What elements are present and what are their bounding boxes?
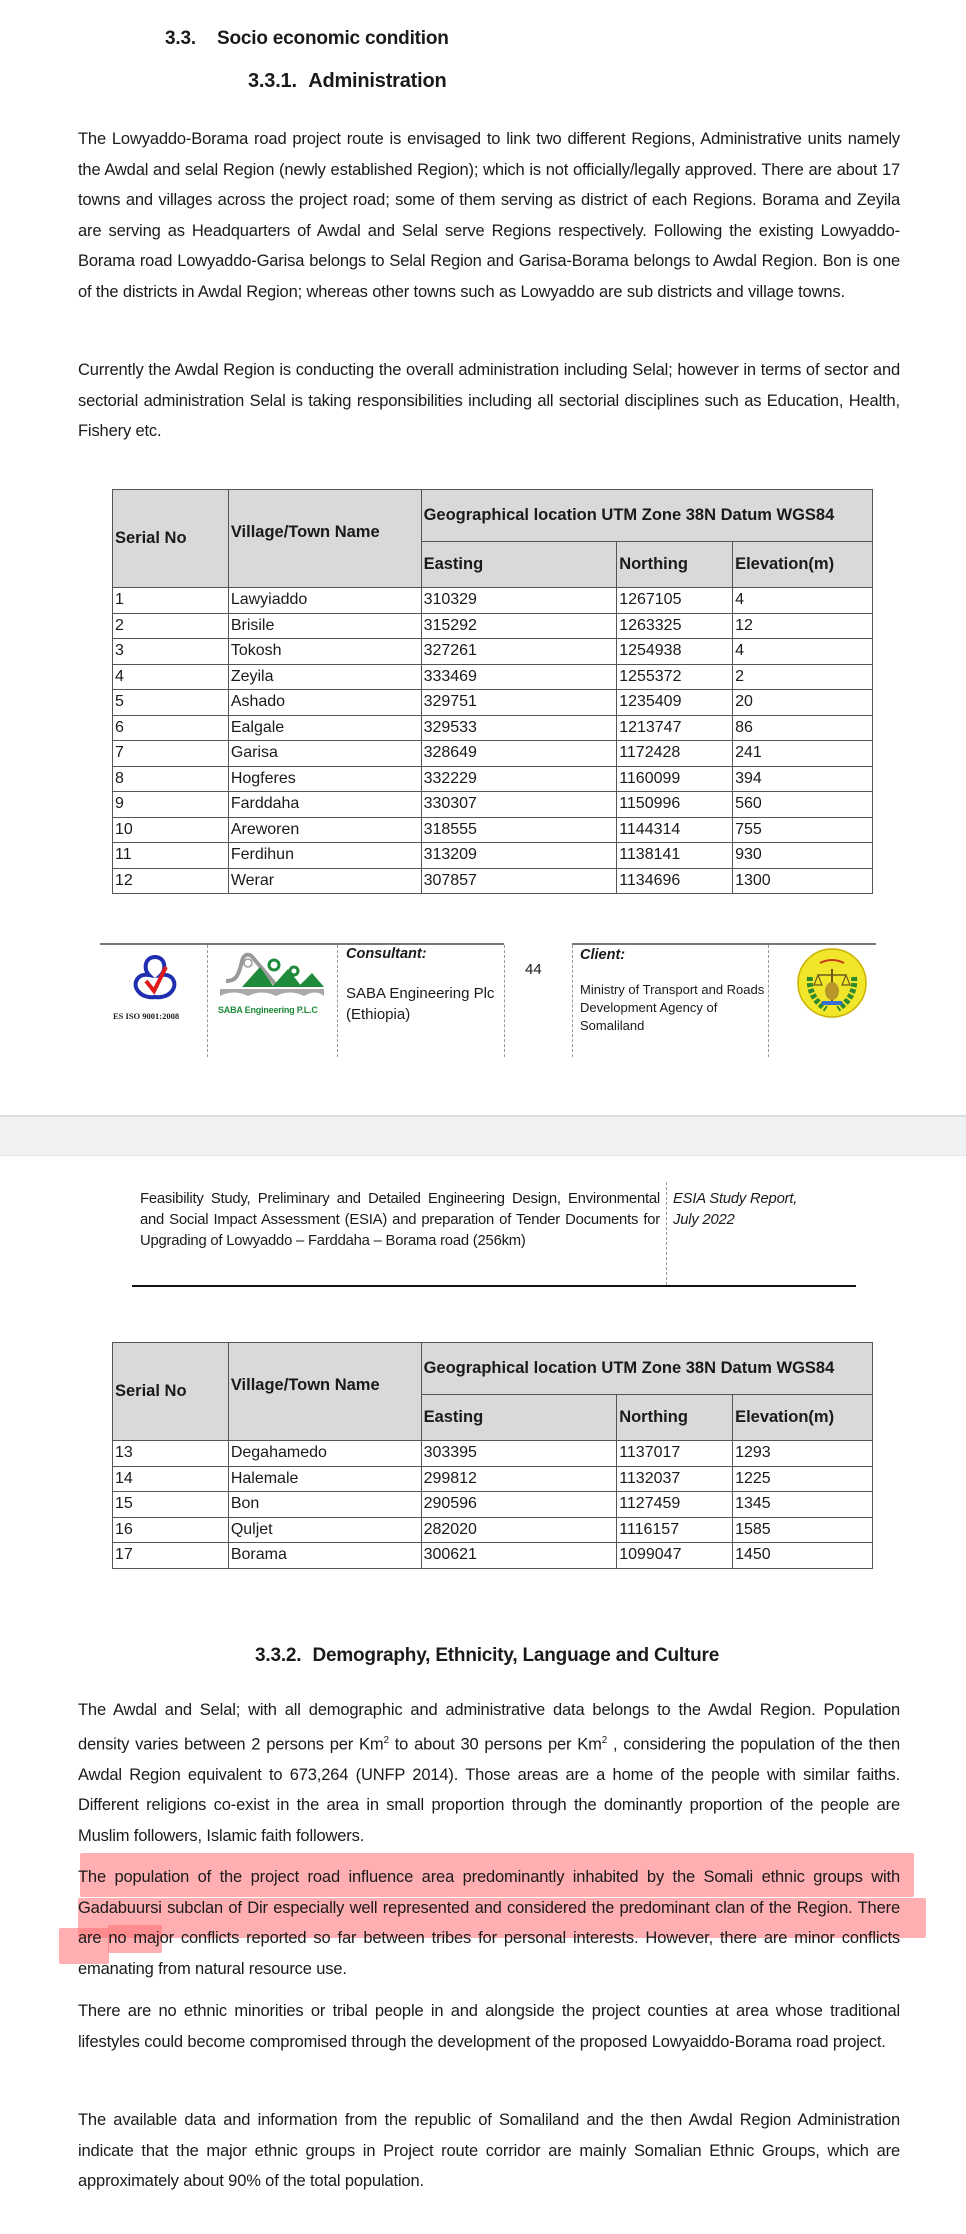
cell-village: Ealgale (228, 715, 421, 741)
cell-northing: 1144314 (617, 817, 733, 843)
page-break (0, 1115, 966, 1156)
cell-northing: 1132037 (617, 1466, 733, 1492)
table-row (113, 715, 873, 741)
cell-village: Zeyila (228, 664, 421, 690)
cell-village: Halemale (228, 1466, 421, 1492)
header-serial-no: Serial No (113, 490, 229, 588)
cell-easting: 333469 (421, 664, 617, 690)
cell-elevation: 1585 (733, 1517, 873, 1543)
cell-elevation: 20 (733, 690, 873, 716)
cell-northing: 1235409 (617, 690, 733, 716)
client-name: Ministry of Transport and Roads Development Agency of Somaliland (580, 982, 765, 1033)
subsection-title: Administration (308, 70, 447, 92)
administration-paragraph-2: Currently the Awdal Region is conducting the overall administration including Selal; however in terms of sector and sectorial administration Selal is taking responsibilities including all sectorial disciplines such as Education, Health, Fishery etc. (78, 361, 900, 440)
cell-village: Farddaha (228, 792, 421, 818)
administration-paragraph-1: The Lowyaddo-Borama road project route is envisaged to link two different Regions, Administrative units namely the Awdal and selal Region (newly established Region); which is not officially/legally approved. There are about 17 towns and villages across the project road; some of them serving as district of each Regions. Borama and Zeyila are serving as Headquarters of Awdal and Selal serve Regions respectively. Following the existing Lowyaddo-Borama road Lowyaddo-Garisa belongs to Selal Region and Garisa-Borama belongs to Awdal Region. Bon is one of the districts in Awdal Region; whereas other towns such as Lowyaddo are sub districts and village towns. (78, 130, 900, 301)
cell-northing: 1134696 (617, 868, 733, 894)
header-village-name: Village/Town Name (228, 490, 421, 588)
table-row (113, 1492, 873, 1518)
text: The Awdal and Selal; with all demographic and administrative data belongs to the Awdal Region. Population density varies between 2 persons per Km (78, 1701, 900, 1753)
header-serial-no: Serial No (113, 1343, 229, 1441)
table-row (113, 792, 873, 818)
table-row (113, 766, 873, 792)
cell-elevation: 86 (733, 715, 873, 741)
header-village-name: Village/Town Name (228, 1343, 421, 1441)
cell-easting: 307857 (421, 868, 617, 894)
cell-northing: 1172428 (617, 741, 733, 767)
cell-village: Lawyiaddo (228, 588, 421, 614)
report-date: July 2022 (673, 1212, 735, 1228)
cell-village: Tokosh (228, 639, 421, 665)
subsection-number: 3.3.1. (248, 70, 297, 92)
cell-serial: 12 (113, 868, 229, 894)
cell-northing: 1138141 (617, 843, 733, 869)
cell-village: Degahamedo (228, 1441, 421, 1467)
cell-easting: 332229 (421, 766, 617, 792)
header-geo-location: Geographical location UTM Zone 38N Datum WGS84 (421, 490, 872, 542)
cell-village: Ashado (228, 690, 421, 716)
cell-elevation: 1293 (733, 1441, 873, 1467)
cell-northing: 1099047 (617, 1543, 733, 1569)
village-location-table-1 (112, 489, 873, 894)
cell-elevation: 930 (733, 843, 873, 869)
village-location-table-2 (112, 1342, 873, 1569)
cell-serial: 11 (113, 843, 229, 869)
table-row (113, 588, 873, 614)
cell-elevation: 394 (733, 766, 873, 792)
table-row (113, 868, 873, 894)
cell-easting: 330307 (421, 792, 617, 818)
table-row (113, 1466, 873, 1492)
cell-village: Ferdihun (228, 843, 421, 869)
table-row (113, 690, 873, 716)
cell-village: Borama (228, 1543, 421, 1569)
header-elevation: Elevation(m) (733, 1395, 873, 1441)
running-header-report (673, 1189, 797, 1231)
cell-northing: 1263325 (617, 613, 733, 639)
cell-elevation: 4 (733, 588, 873, 614)
cell-elevation: 12 (733, 613, 873, 639)
cell-easting: 290596 (421, 1492, 617, 1518)
table-row (113, 639, 873, 665)
cell-elevation: 4 (733, 639, 873, 665)
header-rule (132, 1285, 856, 1287)
cell-northing: 1116157 (617, 1517, 733, 1543)
cell-easting: 310329 (421, 588, 617, 614)
superscript: 2 (383, 1734, 389, 1746)
cell-northing: 1213747 (617, 715, 733, 741)
cell-easting: 282020 (421, 1517, 617, 1543)
somaliland-seal-icon (796, 947, 868, 1019)
consultant-name: SABA Engineering Plc (Ethiopia) (346, 985, 495, 1023)
cell-serial: 6 (113, 715, 229, 741)
cell-elevation: 2 (733, 664, 873, 690)
cell-easting: 329533 (421, 715, 617, 741)
cell-northing: 1254938 (617, 639, 733, 665)
cell-easting: 328649 (421, 741, 617, 767)
subsection-heading-demography (255, 1645, 719, 1667)
cell-northing: 1137017 (617, 1441, 733, 1467)
cell-easting: 327261 (421, 639, 617, 665)
report-name: ESIA Study Report, (673, 1191, 798, 1207)
table-row (113, 1441, 873, 1467)
cell-serial: 16 (113, 1517, 229, 1543)
header-northing: Northing (617, 542, 733, 588)
cell-village: Quljet (228, 1517, 421, 1543)
cell-easting: 318555 (421, 817, 617, 843)
table-row (113, 1543, 873, 1569)
cell-village: Brisile (228, 613, 421, 639)
table-row (113, 664, 873, 690)
cell-northing: 1150996 (617, 792, 733, 818)
superscript: 2 (601, 1734, 608, 1746)
cell-northing: 1267105 (617, 588, 733, 614)
cell-elevation: 755 (733, 817, 873, 843)
cell-serial: 3 (113, 639, 229, 665)
header-geo-location: Geographical location UTM Zone 38N Datum WGS84 (421, 1343, 872, 1395)
cell-northing: 1255372 (617, 664, 733, 690)
cell-easting: 315292 (421, 613, 617, 639)
text: , considering the population of the then Awdal Region equivalent to 673,264 (UNFP 2014). Those areas are a home of the people with similar faiths. Different religions co-exist in the area in small proportion through the dominantly proportion of the people are Muslim followers, Islamic faith followers. (78, 1735, 900, 1845)
header-northing: Northing (617, 1395, 733, 1441)
section-heading (165, 28, 449, 50)
demography-paragraph-1 (78, 1695, 900, 1851)
cell-serial: 10 (113, 817, 229, 843)
iso-label: ES ISO 9001:2008 (113, 1011, 180, 1021)
cell-village: Garisa (228, 741, 421, 767)
consultant-label: Consultant: (346, 946, 427, 962)
cell-easting: 313209 (421, 843, 617, 869)
cell-easting: 303395 (421, 1441, 617, 1467)
demography-paragraph-2: The population of the project road influence area predominantly inhabited by the Somali ethnic groups with Gadabuursi subclan of Dir especially well represented and considered the predominant clan of the Region. There are no major conflicts reported so far between tribes for personal interests. However, there are minor conflicts emanating from natural resource use. (78, 1868, 900, 1978)
cell-serial: 13 (113, 1441, 229, 1467)
subsection-title: Demography, Ethnicity, Language and Culture (312, 1645, 720, 1666)
table-row (113, 843, 873, 869)
cell-serial: 9 (113, 792, 229, 818)
cell-village: Werar (228, 868, 421, 894)
table-row (113, 817, 873, 843)
saba-logo-label: SABA Engineering P.L.C (218, 1005, 318, 1015)
cell-elevation: 1450 (733, 1543, 873, 1569)
demography-paragraph-3: There are no ethnic minorities or tribal people in and alongside the project counties at area whose traditional lifestyles could become compromised through the development of the proposed Lowyaiddo-Borama road project. (78, 2002, 900, 2051)
client-label: Client: (580, 947, 626, 963)
cell-serial: 7 (113, 741, 229, 767)
header-easting: Easting (421, 542, 617, 588)
cell-northing: 1160099 (617, 766, 733, 792)
cell-serial: 2 (113, 613, 229, 639)
cell-elevation: 1225 (733, 1466, 873, 1492)
iso-certification-icon (130, 953, 180, 1003)
header-elevation: Elevation(m) (733, 542, 873, 588)
cell-elevation: 241 (733, 741, 873, 767)
saba-logo-icon (216, 951, 328, 1001)
table-row (113, 613, 873, 639)
table-row (113, 1517, 873, 1543)
cell-serial: 8 (113, 766, 229, 792)
section-title: Socio economic condition (217, 28, 449, 49)
cell-village: Hogferes (228, 766, 421, 792)
cell-elevation: 1345 (733, 1492, 873, 1518)
cell-serial: 14 (113, 1466, 229, 1492)
cell-easting: 329751 (421, 690, 617, 716)
page-footer (100, 943, 876, 1057)
cell-village: Bon (228, 1492, 421, 1518)
running-header-project-title: Feasibility Study, Preliminary and Detailed Engineering Design, Environmental and Social Impact Assessment (ESIA) and preparation of Tender Documents for Upgrading of Lowyaddo – Farddaha – Borama road (256km) (140, 1191, 660, 1249)
page-number: 44 (525, 961, 542, 978)
table-row (113, 741, 873, 767)
cell-serial: 15 (113, 1492, 229, 1518)
header-divider (666, 1182, 667, 1285)
cell-serial: 4 (113, 664, 229, 690)
text: to about 30 persons per Km (388, 1735, 602, 1753)
cell-serial: 5 (113, 690, 229, 716)
subsection-number: 3.3.2. (255, 1645, 302, 1666)
cell-northing: 1127459 (617, 1492, 733, 1518)
cell-elevation: 1300 (733, 868, 873, 894)
header-easting: Easting (421, 1395, 617, 1441)
cell-serial: 1 (113, 588, 229, 614)
cell-easting: 299812 (421, 1466, 617, 1492)
subsection-heading-administration (248, 70, 447, 93)
cell-easting: 300621 (421, 1543, 617, 1569)
demography-paragraph-4: The available data and information from the republic of Somaliland and the then Awdal Region Administration indicate that the major ethnic groups in Project route corridor are mainly Somalian Ethnic Groups, which are approximately about 90% of the total population. (78, 2111, 900, 2190)
cell-serial: 17 (113, 1543, 229, 1569)
cell-village: Areworen (228, 817, 421, 843)
cell-elevation: 560 (733, 792, 873, 818)
section-number: 3.3. (165, 28, 196, 49)
